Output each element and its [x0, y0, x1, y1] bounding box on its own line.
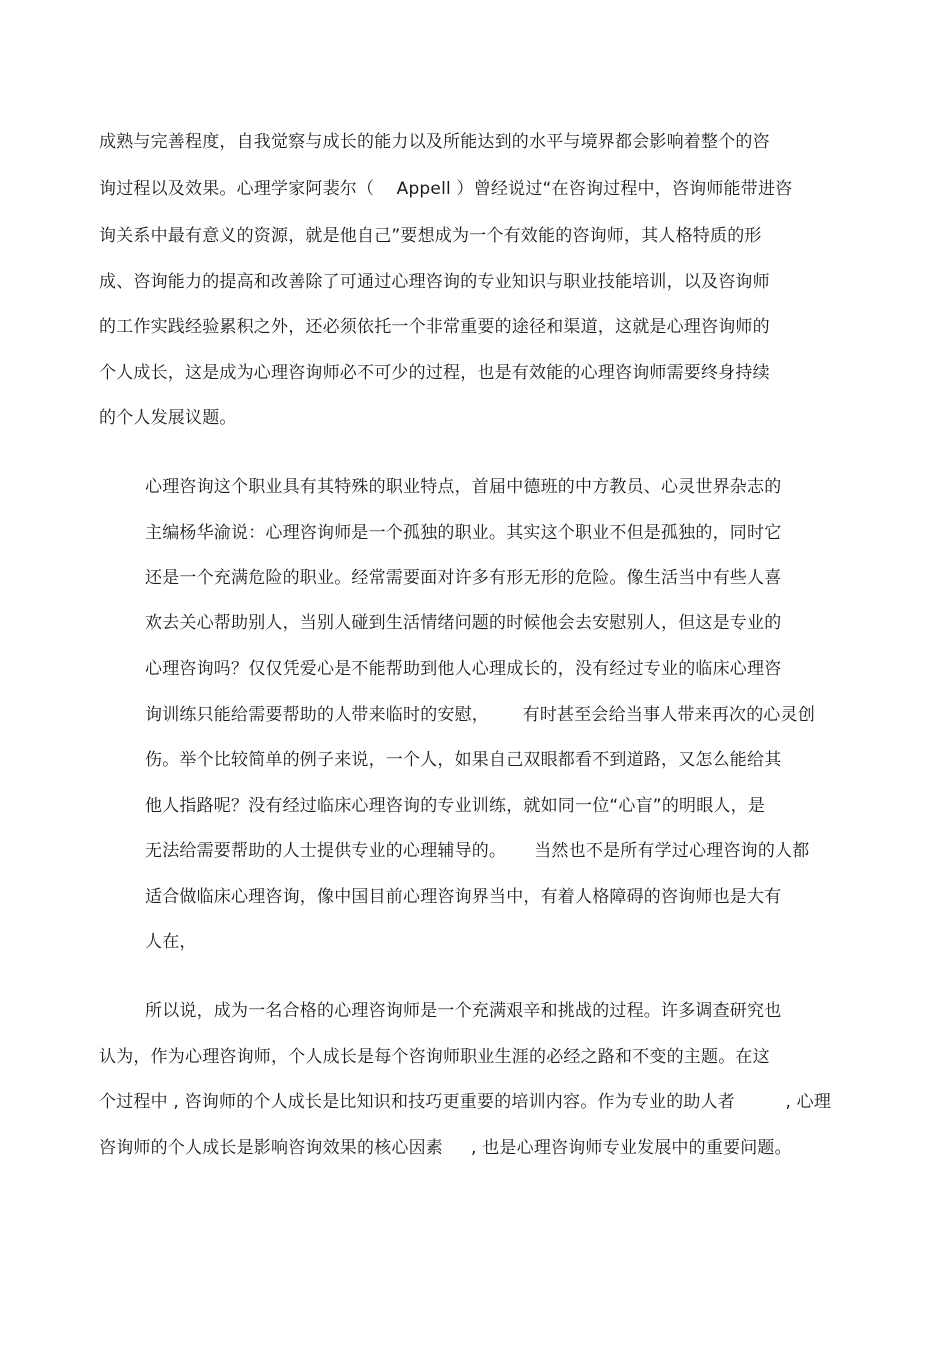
- paragraph-2-line-5: 心理咨询吗？仅仅凭爱心是不能帮助到他人心理成长的，没有经过专业的临床心理咨: [145, 659, 782, 679]
- paragraph-1-line-2: 询过程以及效果。心理学家阿裴尔（ Appell ）曾经说过“在咨询过程中，咨询师能带进咨: [99, 179, 793, 199]
- paragraph-1-line-4: 成、咨询能力的提高和改善除了可通过心理咨询的专业知识与职业技能培训，以及咨询师: [99, 272, 770, 292]
- paragraph-1-line-1: 成熟与完善程度，自我觉察与成长的能力以及所能达到的水平与境界都会影响着整个的咨: [99, 132, 770, 152]
- paragraph-2-line-4: 欢去关心帮助别人，当别人碰到生活情绪问题的时候他会去安慰别人，但这是专业的: [145, 613, 782, 633]
- paragraph-2-line-7: 伤。举个比较简单的例子来说，一个人，如果自己双眼都看不到道路，又怎么能给其: [145, 750, 782, 770]
- paragraph-1-line-6: 个人成长，这是成为心理咨询师必不可少的过程，也是有效能的心理咨询师需要终身持续: [99, 363, 770, 383]
- paragraph-3-line-2: 认为，作为心理咨询师，个人成长是每个咨询师职业生涯的必经之路和不变的主题。在这: [99, 1047, 770, 1067]
- paragraph-2-line-3: 还是一个充满危险的职业。经常需要面对许多有形无形的危险。像生活当中有些人喜: [145, 568, 782, 588]
- paragraph-3-line-4: 咨询师的个人成长是影响咨询效果的核心因素 , 也是心理咨询师专业发展中的重要问题。: [99, 1138, 792, 1158]
- paragraph-2-line-8: 他人指路呢？没有经过临床心理咨询的专业训练，就如同一位“心盲”的明眼人，是: [145, 796, 766, 816]
- paragraph-2-line-1: 心理咨询这个职业具有其特殊的职业特点，首届中德班的中方教员、心灵世界杂志的: [145, 477, 782, 497]
- paragraph-2-line-2: 主编杨华渝说：心理咨询师是一个孤独的职业。其实这个职业不但是孤独的，同时它: [145, 523, 782, 543]
- paragraph-3-line-1: 所以说，成为一名合格的心理咨询师是一个充满艰辛和挑战的过程。许多调查研究也: [145, 1001, 782, 1021]
- paragraph-3-line-3: 个过程中 , 咨询师的个人成长是比知识和技巧更重要的培训内容。作为专业的助人者 , 心理: [99, 1092, 832, 1112]
- paragraph-2-line-6: 询训练只能给需要帮助的人带来临时的安慰， 有时甚至会给当事人带来再次的心灵创: [145, 705, 816, 725]
- paragraph-1-line-5: 的工作实践经验累积之外，还必须依托一个非常重要的途径和渠道，这就是心理咨询师的: [99, 317, 770, 337]
- paragraph-1-line-7: 的个人发展议题。: [99, 408, 237, 428]
- paragraph-2-line-11: 人在，: [145, 932, 197, 952]
- paragraph-2-line-10: 适合做临床心理咨询，像中国目前心理咨询界当中，有着人格障碍的咨询师也是大有: [145, 887, 782, 907]
- paragraph-2-line-9: 无法给需要帮助的人士提供专业的心理辅导的。 当然也不是所有学过心理咨询的人都: [145, 841, 810, 861]
- paragraph-1-line-3: 询关系中最有意义的资源，就是他自己”要想成为一个有效能的咨询师，其人格特质的形: [99, 226, 762, 246]
